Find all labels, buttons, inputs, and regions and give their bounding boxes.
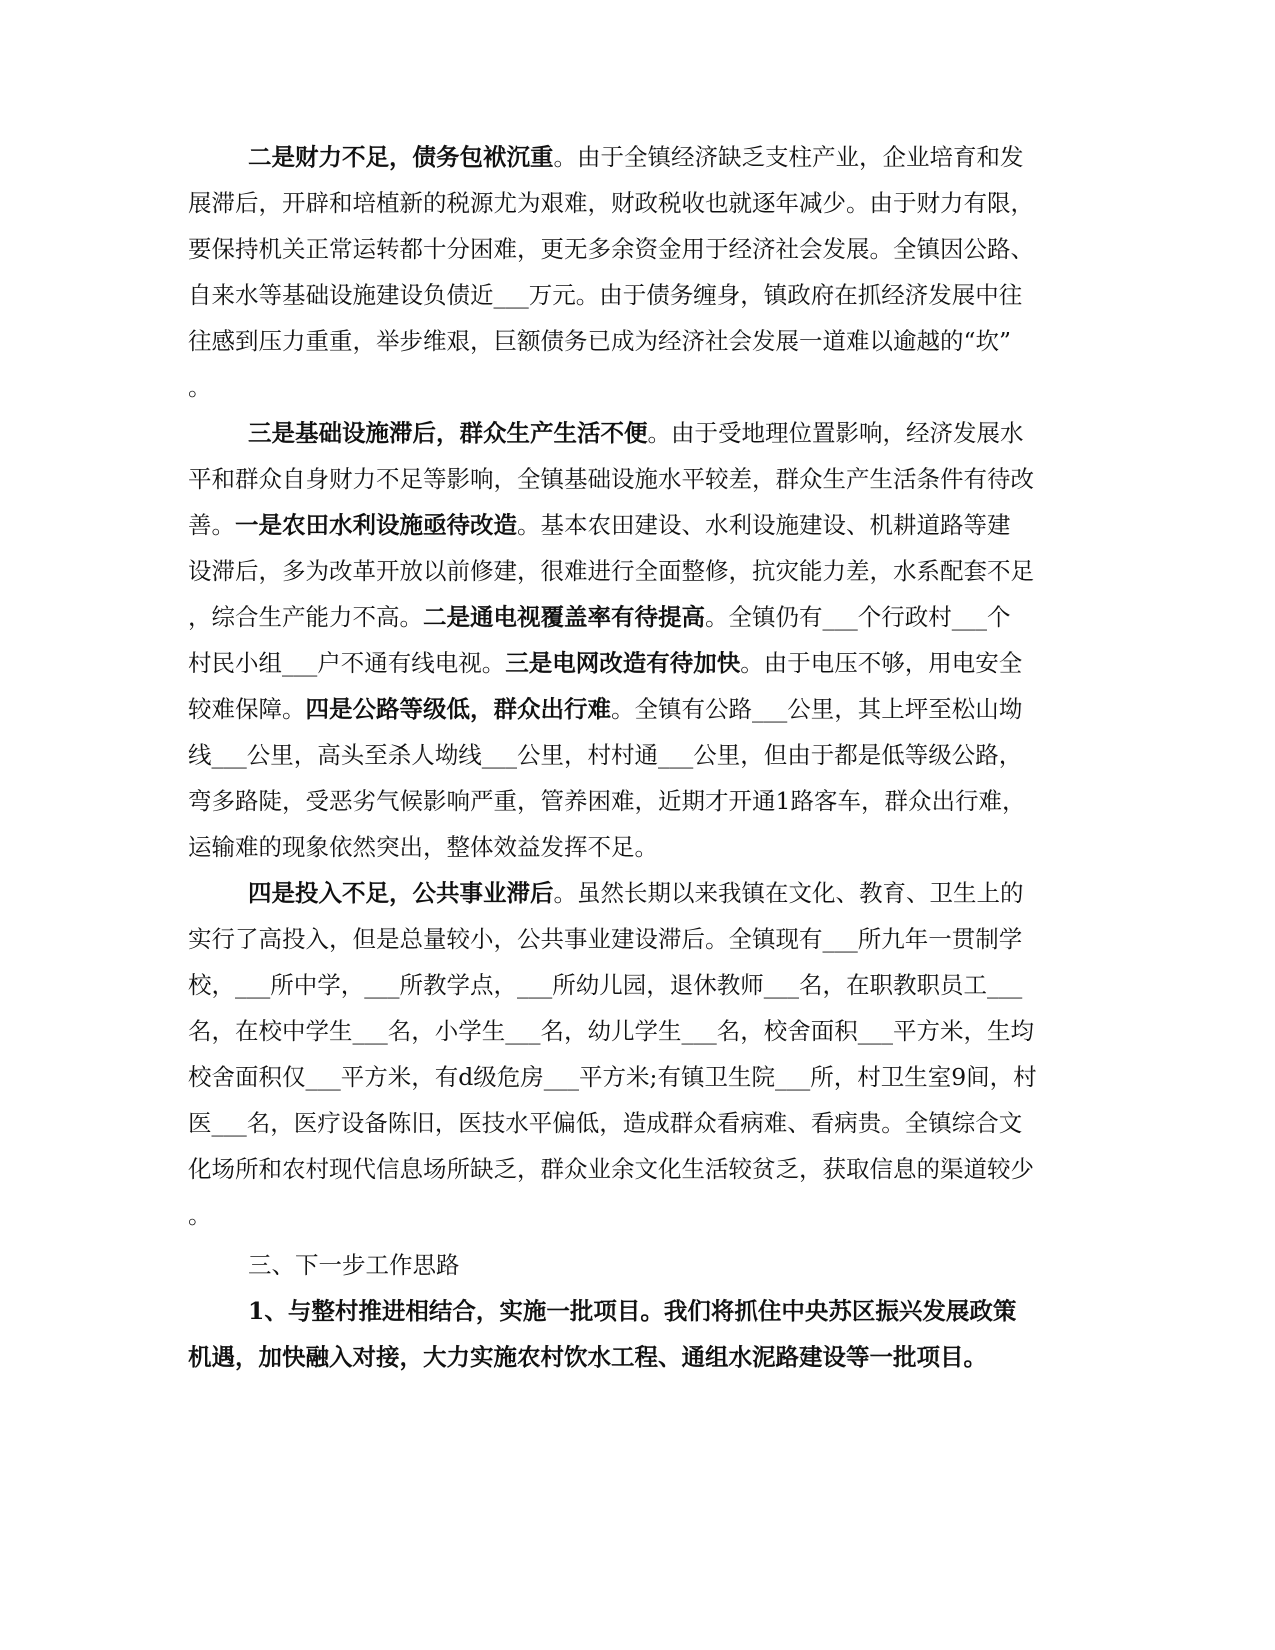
text-line <box>188 786 1088 816</box>
bold-text-segment: 二是通电视覆盖率有待提高 <box>423 603 705 631</box>
text-line <box>248 142 1088 172</box>
bold-text-segment: 四是投入不足，公共事业滞后 <box>248 879 554 907</box>
text-segment: 。 <box>188 373 212 401</box>
text-segment: 化场所和农村现代信息场所缺乏，群众业余文化生活较贫乏，获取信息的渠道较少 <box>188 1155 1034 1183</box>
text-segment: 校舍面积仅___平方米，有d级危房___平方米;有镇卫生院___所，村卫生室9间，村 <box>188 1063 1037 1091</box>
text-segment: 村民小组___户不通有线电视。 <box>188 649 506 677</box>
text-line <box>188 1016 1088 1046</box>
text-line <box>248 418 1088 448</box>
text-segment: 平和群众自身财力不足等影响，全镇基础设施水平较差，群众生产生活条件有待改 <box>188 465 1034 493</box>
text-segment: 实行了高投入，但是总量较小，公共事业建设滞后。全镇现有___所九年一贯制学 <box>188 925 1023 953</box>
text-line <box>188 1062 1088 1092</box>
text-segment: 。 <box>188 1201 212 1229</box>
text-segment: ，综合生产能力不高。 <box>188 603 423 631</box>
text-line <box>188 832 1088 862</box>
text-line <box>188 602 1088 632</box>
text-segment: 较难保障。 <box>188 695 306 723</box>
text-segment: 弯多路陡，受恶劣气候影响严重，管养困难，近期才开通1路客车，群众出行难， <box>188 787 1026 815</box>
text-segment: 。全镇有公路___公里，其上坪至松山坳 <box>611 695 1023 723</box>
text-line <box>188 694 1088 724</box>
text-segment: 校，___所中学，___所教学点，___所幼儿园，退休教师___名，在职教职员工___ <box>188 971 1023 999</box>
text-segment: 自来水等基础设施建设负债近___万元。由于债务缠身，镇政府在抓经济发展中往 <box>188 281 1023 309</box>
bold-text-segment: 三是电网改造有待加快 <box>505 649 741 677</box>
text-line <box>188 510 1088 540</box>
text-line <box>188 1342 1088 1372</box>
text-line <box>188 372 1088 402</box>
text-line <box>188 740 1088 770</box>
text-line <box>248 878 1088 908</box>
text-segment: 线___公里，高头至杀人坳线___公里，村村通___公里，但由于都是低等级公路， <box>188 741 1023 769</box>
text-line <box>188 234 1088 264</box>
bold-text-segment: 二是财力不足，债务包袱沉重 <box>248 143 554 171</box>
text-segment: 运输难的现象依然突出，整体效益发挥不足。 <box>188 833 658 861</box>
text-segment: 展滞后，开辟和培植新的税源尤为艰难，财政税收也就逐年减少。由于财力有限， <box>188 189 1034 217</box>
text-segment: 要保持机关正常运转都十分困难，更无多余资金用于经济社会发展。全镇因公路、 <box>188 235 1034 263</box>
text-line <box>188 556 1088 586</box>
text-line <box>188 1154 1088 1184</box>
text-segment: 三、下一步工作思路 <box>248 1251 460 1279</box>
text-segment: 往感到压力重重，举步维艰，巨额债务已成为经济社会发展一道难以逾越的“坎” <box>188 327 1012 355</box>
text-segment: 。全镇仍有___个行政村___个 <box>705 603 1011 631</box>
text-segment: 。虽然长期以来我镇在文化、教育、卫生上的 <box>553 879 1024 907</box>
text-line <box>188 970 1088 1000</box>
text-segment: 。由于全镇经济缺乏支柱产业，企业培育和发 <box>553 143 1024 171</box>
text-segment: 名，在校中学生___名，小学生___名，幼儿学生___名，校舍面积___平方米，生均 <box>188 1017 1034 1045</box>
bold-text-segment: 四是公路等级低，群众出行难 <box>305 695 611 723</box>
text-segment: 医___名，医疗设备陈旧，医技水平偏低，造成群众看病难、看病贵。全镇综合文 <box>188 1109 1023 1137</box>
bold-text-segment: 机遇，加快融入对接，大力实施农村饮水工程、通组水泥路建设等一批项目。 <box>188 1343 987 1371</box>
text-line <box>188 924 1088 954</box>
bold-text-segment: 三是基础设施滞后，群众生产生活不便 <box>248 419 648 447</box>
bold-text-segment: 1、与整村推进相结合，实施一批项目。我们将抓住中央苏区振兴发展政策 <box>248 1297 1017 1325</box>
text-segment: 设滞后，多为改革开放以前修建，很难进行全面整修，抗灾能力差，水系配套不足 <box>188 557 1034 585</box>
text-line <box>188 1200 1088 1230</box>
text-line <box>188 280 1088 310</box>
text-line <box>188 648 1088 678</box>
text-line <box>188 464 1088 494</box>
text-line <box>188 326 1088 356</box>
text-line <box>188 1108 1088 1138</box>
text-line <box>248 1250 1088 1280</box>
text-segment: 。基本农田建设、水利设施建设、机耕道路等建 <box>517 511 1011 539</box>
text-segment: 。由于受地理位置影响，经济发展水 <box>647 419 1024 447</box>
text-line <box>188 188 1088 218</box>
text-segment: 。由于电压不够，用电安全 <box>740 649 1023 677</box>
text-segment: 善。 <box>188 511 235 539</box>
bold-text-segment: 一是农田水利设施亟待改造 <box>235 511 517 539</box>
text-line <box>248 1296 1088 1326</box>
